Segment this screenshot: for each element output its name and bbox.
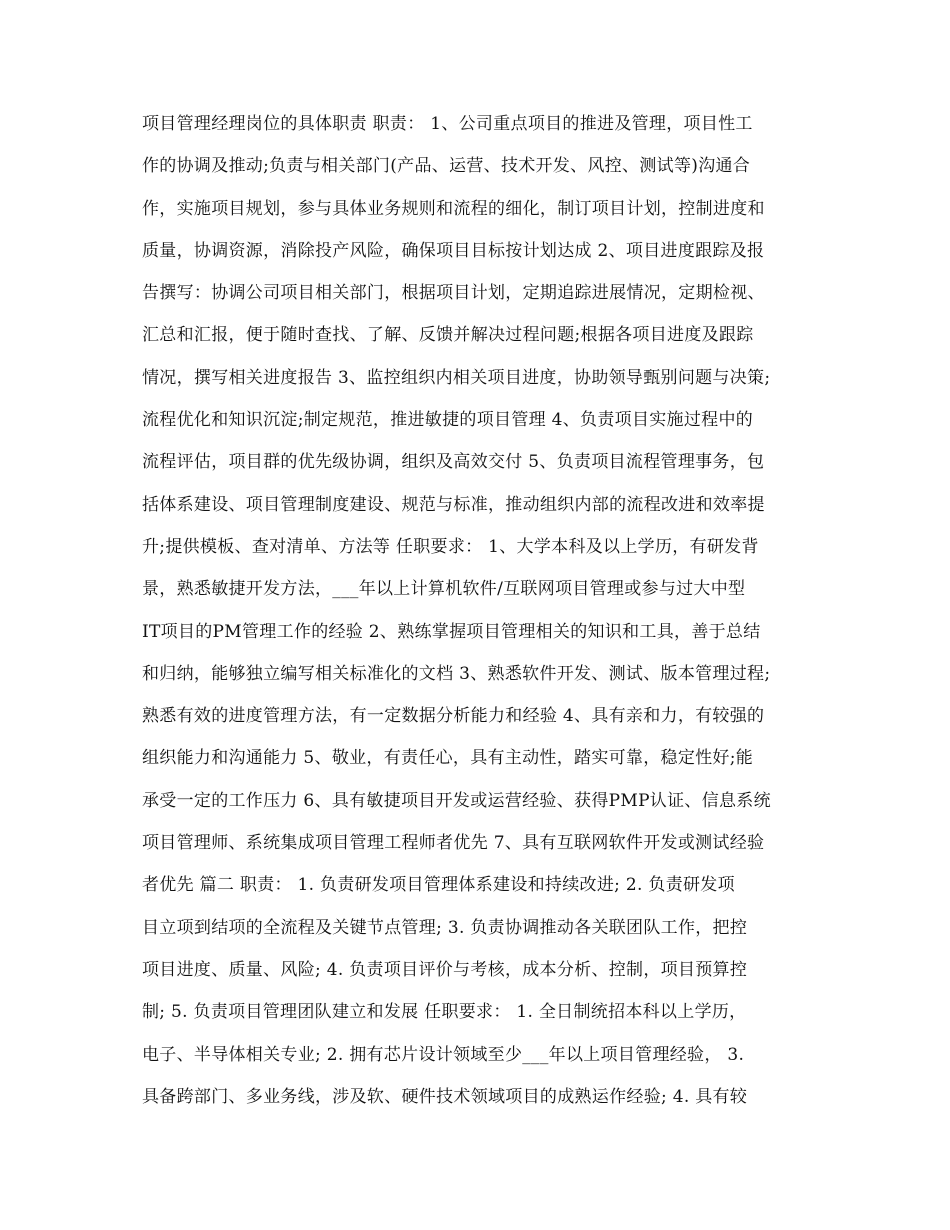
text-line: 括体系建设、项目管理制度建设、规范与标准，推动组织内部的流程改进和效率提 [142, 494, 765, 515]
text-line: 项目进度、质量、风险; 4. 负责项目评价与考核，成本分析、控制，项目预算控 [142, 959, 748, 980]
text-line: 具备跨部门、多业务线，涉及软、硬件技术领域项目的成熟运作经验; 4. 具有较 [142, 1086, 748, 1107]
text-line: 电子、半导体相关专业; 2. 拥有芯片设计领域至少___年以上项目管理经验， 3. [142, 1044, 745, 1065]
text-line: 汇总和汇报，便于随时查找、了解、反馈并解决过程问题;根据各项目进度及跟踪 [142, 325, 754, 346]
text-line: 者优先 篇二 职责： 1. 负责研发项目管理体系建设和持续改进; 2. 负责研发项 [142, 875, 735, 896]
text-line: 告撰写：协调公司项目相关部门，根据项目计划，定期追踪进展情况，定期检视、 [142, 283, 765, 304]
text-line: 和归纳，能够独立编写相关标准化的文档 3、熟悉软件开发、测试、版本管理过程; [142, 663, 771, 684]
text-line: 熟悉有效的进度管理方法，有一定数据分析能力和经验 4、具有亲和力，有较强的 [142, 706, 765, 727]
text-line: 质量，协调资源，消除投产风险，确保项目目标按计划达成 2、项目进度跟踪及报 [142, 240, 765, 261]
text-line: 作，实施项目规划，参与具体业务规则和流程的细化，制订项目计划，控制进度和 [142, 198, 765, 219]
text-line: 项目管理师、系统集成项目管理工程师者优先 7、具有互联网软件开发或测试经验 [142, 833, 765, 854]
text-line: IT项目的PM管理工作的经验 2、熟练掌握项目管理相关的知识和工具，善于总结 [142, 621, 761, 642]
text-line: 景，熟悉敏捷开发方法，___年以上计算机软件/互联网项目管理或参与过大中型 [142, 579, 746, 600]
text-line: 情况，撰写相关进度报告 3、监控组织内相关项目进度，协助领导甄别问题与决策; [142, 367, 771, 388]
text-line: 项目管理经理岗位的具体职责 职责： 1、公司重点项目的推进及管理，项目性工 [142, 114, 753, 134]
text-line: 流程评估，项目群的优先级协调，组织及高效交付 5、负责项目流程管理事务，包 [142, 452, 765, 473]
text-line: 组织能力和沟通能力 5、敬业，有责任心，具有主动性，踏实可靠，稳定性好;能 [142, 748, 754, 769]
text-line: 目立项到结项的全流程及关键节点管理; 3. 负责协调推动各关联团队工作，把控 [142, 917, 748, 938]
text-line: 升;提供模板、查对清单、方法等 任职要求： 1、大学本科及以上学历，有研发背 [142, 536, 759, 557]
text-line: 流程优化和知识沉淀;制定规范，推进敏捷的项目管理 4、负责项目实施过程中的 [142, 410, 754, 431]
text-line: 作的协调及推动;负责与相关部门(产品、运营、技术开发、风控、测试等)沟通合 [142, 156, 751, 177]
text-line: 承受一定的工作压力 6、具有敏捷项目开发或运营经验、获得PMP认证、信息系统 [142, 790, 771, 811]
text-line: 制; 5. 负责项目管理团队建立和发展 任职要求： 1. 全日制统招本科以上学历， [142, 1002, 747, 1023]
document-body [142, 111, 842, 1126]
